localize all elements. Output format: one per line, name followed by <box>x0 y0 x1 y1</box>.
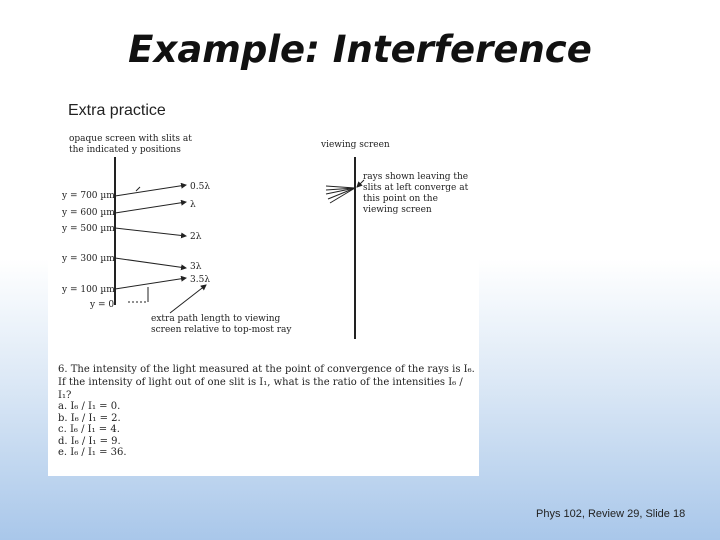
viewing-screen-label: viewing screen <box>321 140 390 150</box>
choice-d: d. I₆ / I₁ = 9. <box>58 435 121 447</box>
ray <box>115 228 186 236</box>
choice-b: b. I₆ / I₁ = 2. <box>58 412 121 424</box>
path-arrow <box>170 285 206 313</box>
ray <box>115 202 186 213</box>
slide-footer: Phys 102, Review 29, Slide 18 <box>536 508 686 520</box>
slit-label: y = 600 µm <box>62 208 115 218</box>
ray <box>115 185 186 196</box>
screen-label-1: opaque screen with slits at <box>69 134 192 144</box>
path-label: 3λ <box>190 262 202 272</box>
ray <box>115 258 186 268</box>
slit-label: y = 700 µm <box>62 191 115 201</box>
choice-a: a. I₆ / I₁ = 0. <box>58 401 121 412</box>
interference-figure <box>48 127 479 476</box>
choice-c: c. I₆ / I₁ = 4. <box>58 424 120 435</box>
slide-subtitle: Extra practice <box>68 102 166 119</box>
rays-note: this point on the <box>363 194 438 204</box>
path-label: 2λ <box>190 232 202 242</box>
rays-note: viewing screen <box>363 205 432 215</box>
converging-ray <box>326 186 355 188</box>
slit-label: y = 0 <box>90 300 115 310</box>
path-label: 3.5λ <box>190 275 211 285</box>
slide-title: Example: Interference <box>128 28 592 71</box>
rays-note: slits at left converge at <box>363 183 469 193</box>
path-marker <box>136 187 140 191</box>
screen-label-2: the indicated y positions <box>69 145 181 155</box>
slit-label: y = 300 µm <box>62 254 115 264</box>
slit-label: y = 100 µm <box>62 285 115 295</box>
slit-label: y = 500 µm <box>62 224 115 234</box>
path-label: 0.5λ <box>190 182 211 192</box>
rays-note: rays shown leaving the <box>363 172 469 182</box>
path-note: screen relative to top-most ray <box>151 325 292 335</box>
path-label: λ <box>190 200 196 210</box>
answer-choices <box>58 401 127 459</box>
path-note: extra path length to viewing <box>151 314 281 324</box>
ray <box>115 278 186 289</box>
question-text: 6. The intensity of the light measured at the point of convergence of the rays is I₆. If the intensity of light out of one slit is I₁, what is the ratio of the intensities I₆ / I₁? <box>58 364 475 401</box>
choice-e: e. I₆ / I₁ = 36. <box>58 447 127 458</box>
